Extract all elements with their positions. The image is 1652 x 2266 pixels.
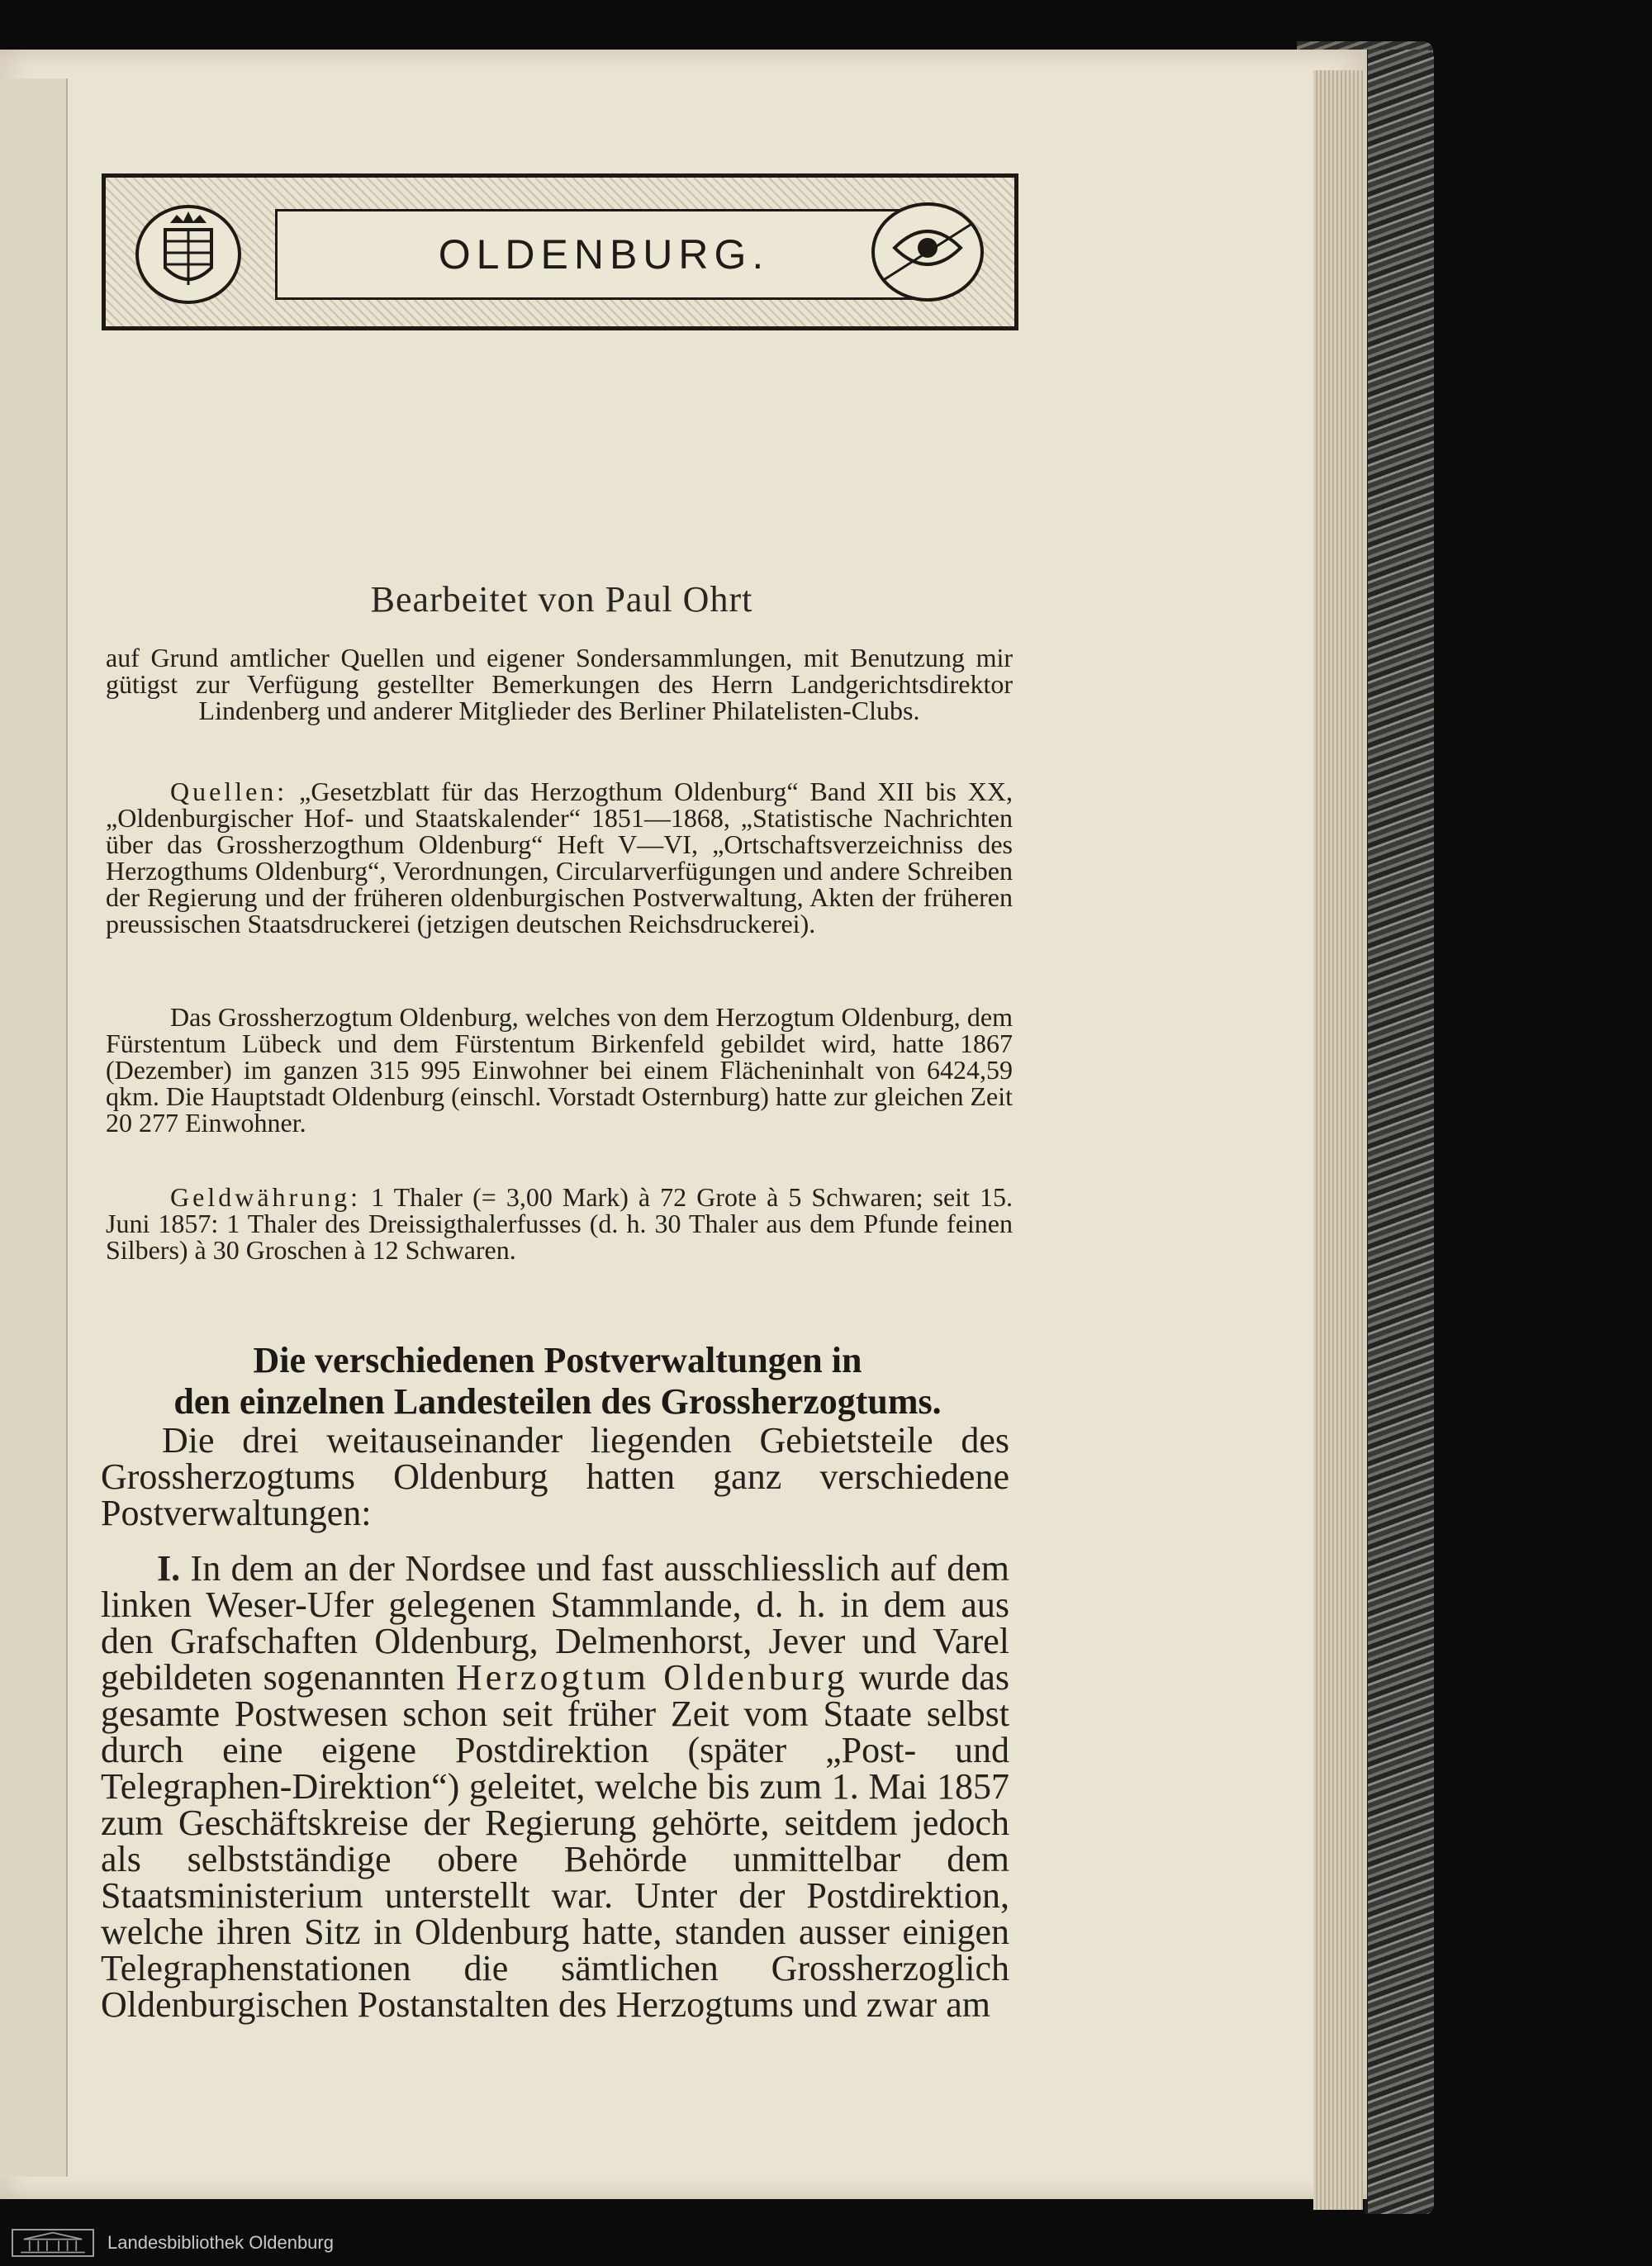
library-name: Landesbibliothek Oldenburg (107, 2232, 334, 2253)
sources-paragraph (106, 778, 1013, 937)
currency-label: Geldwährung: (170, 1182, 362, 1212)
page-title: OLDENBURG. (438, 231, 770, 278)
section-heading (103, 1340, 1012, 1423)
body-paragraph-2-text-b: wurde das gesamte Postwesen schon seit früher Zeit vom Staate selbst durch eine eigene Postdirektion (später „Post- und Telegraphen-Direktion“) geleitet, welche bis zum 1. Mai 1857 zum Geschäftskreise der Regierung gehörte, seitdem jedoch als selbstständige obere Behörde unmittelbar dem Staatsministerium unterstellt war. Unter der Postdirektion, welche ihren Sitz in Oldenburg hatte, standen ausser einigen Telegraphenstationen die sämtlichen Grossherzoglich Oldenburgischen Postanstalten des Herzogtums und zwar am (101, 1657, 1010, 2025)
currency-text: 1 Thaler (= 3,00 Mark) à 72 Grote à 5 Schwaren; seit 15. Juni 1857: 1 Thaler des Dreissigthalerfusses (d. h. 30 Thaler aus dem Pfunde feinen Silbers) à 30 Groschen à 12 Schwaren. (106, 1182, 1013, 1265)
population-paragraph: Das Grossherzogtum Oldenburg, welches von dem Herzogtum Oldenburg, dem Fürstentum Lübeck und dem Fürstentum Birkenfeld gebildet wird, hatte 1867 (Dezember) im ganzen 315 995 Einwohner bei einem Flächeninhalt von 6424,59 qkm. Die Hauptstadt Oldenburg (einschl. Vorstadt Osternburg) hatte zur gleichen Zeit 20 277 Einwohner. (106, 1002, 1013, 1138)
spaced-term: Herzogtum Oldenburg (455, 1657, 848, 1698)
section-heading-line2: den einzelnen Landesteilen des Grossherzogtums. (173, 1381, 942, 1422)
post-horn-emblem-icon (866, 198, 990, 306)
ornamental-title-banner (102, 173, 1018, 330)
body-paragraph-2 (101, 1548, 1010, 2025)
facing-page-edge (0, 78, 68, 2177)
body-paragraph-1: Die drei weitauseinander liegenden Gebietsteile des Grossherzogtums Oldenburg hatten ganz verschiedene Postverwaltungen: (101, 1420, 1009, 1533)
sources-text: „Gesetzblatt für das Herzogthum Oldenburg“ Band XII bis XX, „Oldenburgischer Hof- und Staatskalender“ 1851—1868, „Statistische Nachrichten über das Grossherzogthum Oldenburg“ Heft V—VI, „Ortschaftsverzeichniss des Herzogthums Oldenburg“, Verordnungen, Circularverfügungen und andere Schreiben der Regierung und der früheren oldenburgischen Postverwaltung, Akten der früheren preussischen Staatsdruckerei (jetzigen deutschen Reichsdruckerei). (106, 777, 1013, 938)
sources-label: Quellen: (170, 777, 288, 806)
body-paragraph-2-text-a: In dem an der Nordsee und fast ausschliesslich auf dem linken Weser-Ufer gelegenen Stammlande, d. h. in dem aus den Grafschaften Oldenburg, Delmenhorst, Jever und Varel gebildeten sogenannten (101, 1548, 1009, 1698)
author-byline: Bearbeitet von Paul Ohrt (370, 579, 753, 620)
banner-title-box (275, 209, 933, 300)
page-edges (1313, 70, 1363, 2210)
coat-of-arms-icon (131, 198, 246, 306)
book-cover-marbled (1365, 50, 1434, 2214)
intro-paragraph: auf Grund amtlicher Quellen und eigener Sondersammlungen, mit Benutzung mir gütigst zur Verfügung gestellter Bemerkungen des Herrn Landgerichtsdirektor Lindenberg und anderer Mitglieder des Berliner Philatelisten-Clubs. (106, 643, 1013, 725)
currency-paragraph (106, 1184, 1013, 1263)
section-heading-line1: Die verschiedenen Postverwaltungen in (253, 1340, 862, 1380)
section-numeral: I. (157, 1548, 181, 1589)
footer-bar (0, 2222, 1652, 2266)
library-building-icon (12, 2229, 94, 2257)
